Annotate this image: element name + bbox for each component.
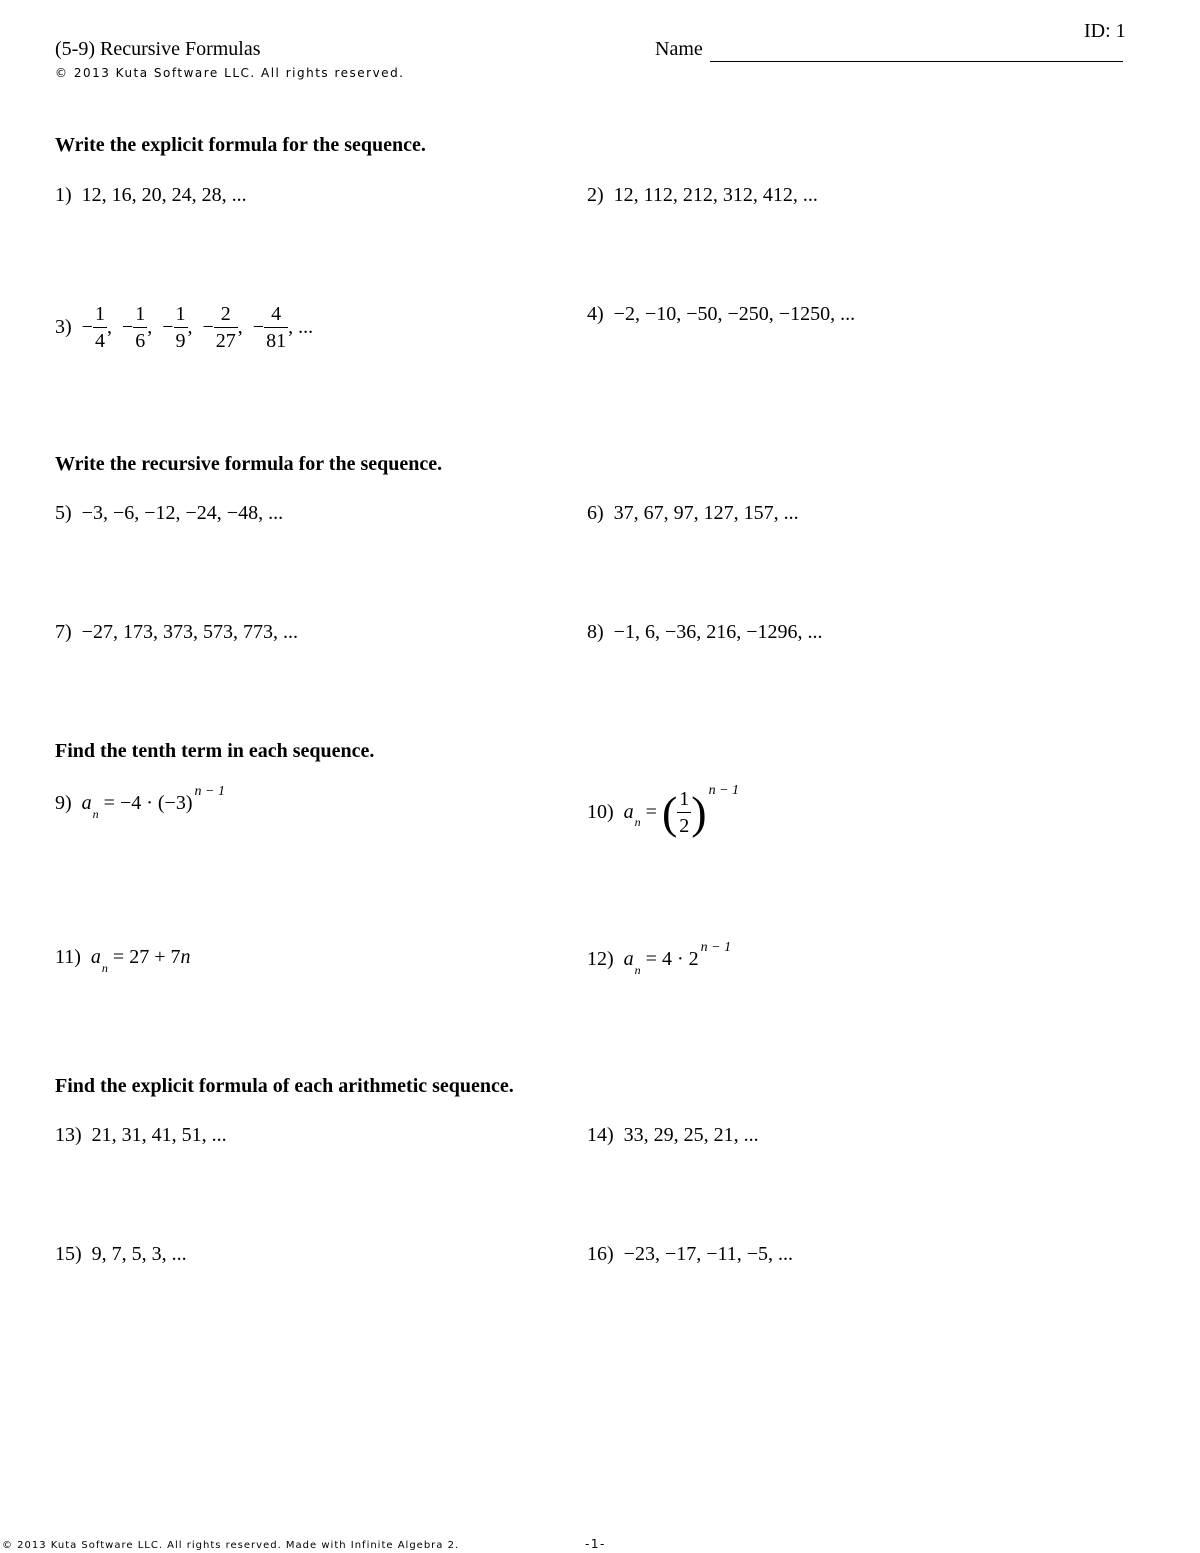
problem-4 [587, 303, 855, 326]
exponent: n − 1 [700, 940, 732, 955]
problem-number: 12) [587, 948, 614, 970]
problem-number: 14) [587, 1124, 614, 1146]
subscript: n [634, 815, 641, 829]
expression: = −4 · (−3) [103, 792, 193, 814]
page-number: -1- [585, 1537, 606, 1551]
footer-copyright: © 2013 Kuta Software LLC. All rights reserved. Made with Infinite Algebra 2. [2, 1540, 460, 1551]
sequence: 12, 112, 212, 312, 412, ... [613, 184, 818, 206]
subscript: n [634, 963, 641, 977]
sequence: −3, −6, −12, −24, −48, ... [81, 502, 284, 524]
variable: a [623, 948, 634, 970]
problem-11 [55, 946, 191, 975]
problem-1 [55, 184, 247, 207]
problem-13 [55, 1124, 227, 1147]
section-4-instruction: Find the explicit formula of each arithmetic sequence. [55, 1075, 514, 1097]
sequence: −2, −10, −50, −250, −1250, ... [613, 303, 856, 325]
problem-6 [587, 502, 799, 525]
name-line[interactable] [710, 61, 1123, 62]
fraction: $\frac{2}{27}$ [215, 303, 236, 352]
problem-number: 4) [587, 303, 604, 325]
variable: a [81, 792, 92, 814]
sequence: −23, −17, −11, −5, ... [623, 1243, 794, 1265]
ellipsis: , ... [288, 316, 314, 338]
left-paren: ( [661, 786, 678, 838]
problem-8 [587, 621, 823, 644]
sequence-fractions: − $\frac{1}{4}$ , − $\frac{1}{6}$ , − $\frac{1}{9}$ , − $\frac{2}{27}$ , − $\frac{4}{81}$ , ... [81, 303, 314, 352]
exponent: n − 1 [708, 782, 740, 798]
fraction: $\frac{1}{9}$ [175, 303, 186, 352]
minus-sign: − [81, 316, 93, 338]
problem-number: 10) [587, 801, 614, 823]
problem-2 [587, 184, 818, 207]
sequence: −1, 6, −36, 216, −1296, ... [613, 621, 823, 643]
fraction: $\frac{1}{2}$ [679, 788, 690, 837]
fraction: $\frac{4}{81}$ [266, 303, 287, 352]
minus-sign: − [121, 316, 134, 338]
expression: = 4 · 2 [645, 948, 699, 970]
problem-number: 13) [55, 1124, 82, 1146]
problem-number: 16) [587, 1243, 614, 1265]
problem-number: 9) [55, 792, 72, 814]
problem-number: 8) [587, 621, 604, 643]
variable: n [180, 946, 191, 968]
problem-9 [55, 784, 225, 821]
section-1-instruction: Write the explicit formula for the sequence. [55, 134, 426, 156]
problem-number: 3) [55, 316, 72, 338]
sequence: 33, 29, 25, 21, ... [623, 1124, 759, 1146]
name-label: Name [655, 38, 703, 60]
problem-number: 5) [55, 502, 72, 524]
right-paren: ) [691, 786, 707, 838]
problem-number: 6) [587, 502, 604, 524]
worksheet-id: ID: 1 [1084, 20, 1126, 42]
minus-sign: − [162, 316, 174, 338]
problem-7 [55, 621, 298, 644]
problem-number: 7) [55, 621, 72, 643]
problem-number: 2) [587, 184, 604, 206]
problem-number: 1) [55, 184, 72, 206]
sequence: 9, 7, 5, 3, ... [91, 1243, 187, 1265]
header-copyright: © 2013 Kuta Software LLC. All rights reserved. [55, 66, 405, 80]
problem-number: 11) [55, 946, 81, 968]
sequence: 21, 31, 41, 51, ... [91, 1124, 227, 1146]
minus-sign: − [202, 316, 214, 338]
exponent: n − 1 [194, 784, 225, 799]
sequence: 37, 67, 97, 127, 157, ... [613, 502, 799, 524]
problem-16 [587, 1243, 793, 1266]
sequence: −27, 173, 373, 573, 773, ... [81, 621, 298, 643]
problem-12 [587, 940, 732, 977]
minus-sign: − [252, 316, 265, 338]
subscript: n [101, 961, 108, 975]
fraction: $\frac{1}{6}$ [135, 303, 146, 352]
section-3-instruction: Find the tenth term in each sequence. [55, 740, 375, 762]
problem-number: 15) [55, 1243, 82, 1265]
variable: a [623, 801, 634, 823]
sequence: 12, 16, 20, 24, 28, ... [81, 184, 247, 206]
problem-14 [587, 1124, 759, 1147]
section-2-instruction: Write the recursive formula for the sequence. [55, 453, 443, 475]
expression: = 27 + 7 [112, 946, 181, 968]
problem-15 [55, 1243, 187, 1266]
problem-3 [55, 301, 313, 354]
problem-5 [55, 502, 283, 525]
equals-sign: = [645, 801, 657, 823]
worksheet-title: (5-9) Recursive Formulas [55, 38, 261, 60]
variable: a [90, 946, 101, 968]
fraction: $\frac{1}{4}$ [94, 303, 105, 352]
subscript: n [92, 807, 99, 821]
problem-10 [587, 782, 740, 839]
